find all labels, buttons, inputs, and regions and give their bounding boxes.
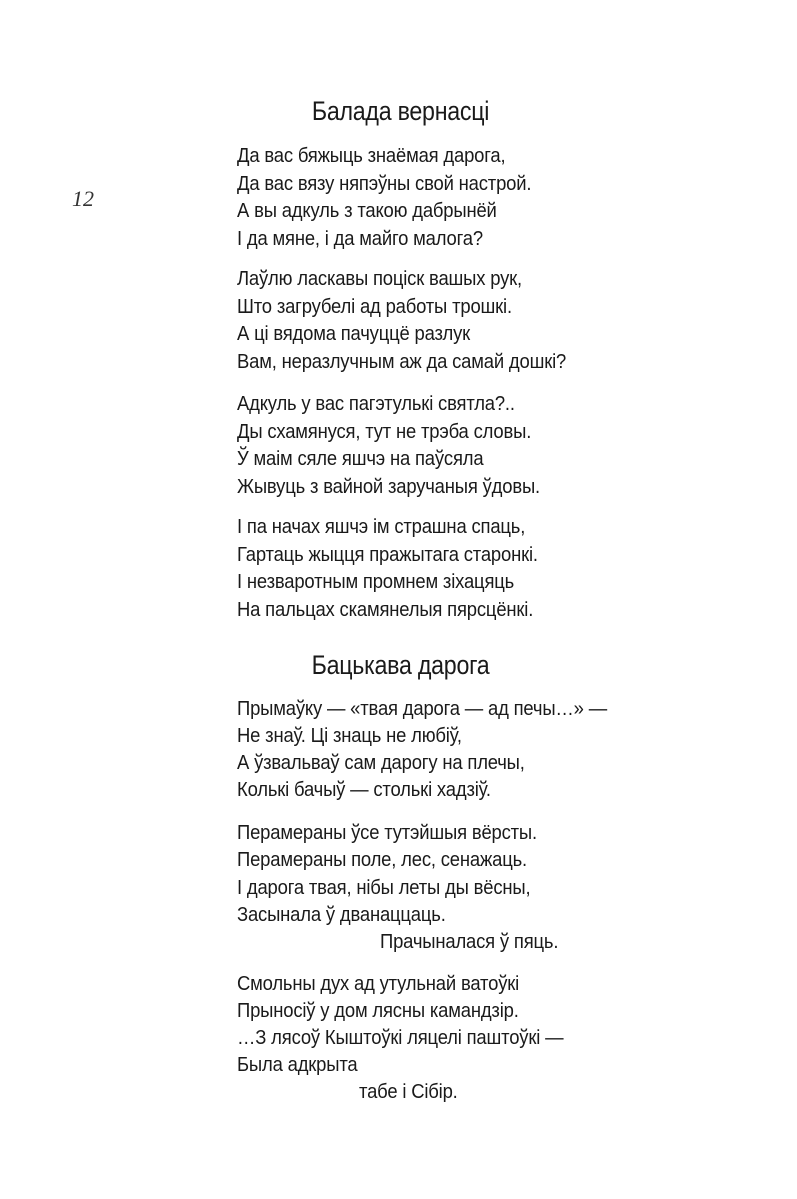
poem-line: Прачыналася ў пяць. bbox=[380, 930, 559, 953]
poem-line: Смольны дух ад утульнай ватоўкі bbox=[237, 972, 520, 995]
poem-title-balada: Балада вернасці bbox=[311, 96, 490, 126]
poem-line: …З лясоў Кыштоўкі ляцелі паштоўкі — bbox=[237, 1026, 564, 1049]
poem-line: Прыносіў у дом лясны камандзір. bbox=[237, 999, 519, 1022]
poem-line: Вам, неразлучным аж да самай дошкі? bbox=[237, 350, 567, 373]
poem-line: Да вас вязу няпэўны свой настрой. bbox=[237, 172, 532, 195]
poem-line: Што загрубелі ад работы трошкі. bbox=[237, 295, 512, 318]
poem-line: Жывуць з вайной заручаныя ўдовы. bbox=[237, 475, 540, 498]
poem-line: Ў маім сяле яшчэ на паўсяла bbox=[237, 447, 484, 470]
poem-line: Засынала ў дванаццаць. bbox=[237, 903, 446, 926]
poem-line: Перамераны поле, лес, сенажаць. bbox=[237, 848, 527, 871]
poem-line: І па начах яшчэ ім страшна спаць, bbox=[237, 515, 526, 538]
poem-line: Ды схамянуся, тут не трэба словы. bbox=[237, 420, 532, 443]
poem-line: Да вас бяжыць знаёмая дарога, bbox=[237, 144, 506, 167]
poem-line: Не знаў. Ці знаць не любіў, bbox=[237, 724, 462, 747]
poem-line: І незваротным промнем зіхацяць bbox=[237, 570, 515, 593]
page-number: 12 bbox=[72, 186, 94, 211]
poem-line: табе і Сібір. bbox=[359, 1080, 458, 1103]
poem-line: Была адкрыта bbox=[237, 1053, 358, 1076]
poem-title-batskava: Бацькава дарога bbox=[311, 650, 490, 680]
poem-line: І да мяне, і да майго малога? bbox=[237, 227, 483, 250]
poem-line: А вы адкуль з такою дабрынёй bbox=[237, 199, 497, 222]
poem-line: На пальцах скамянелыя пярсцёнкі. bbox=[237, 598, 534, 621]
poem-line: Колькі бачыў — столькі хадзіў. bbox=[237, 778, 491, 801]
poem-line: Гартаць жыцця пражытага старонкі. bbox=[237, 543, 538, 566]
poem-line: Адкуль у вас пагэтулькі святла?.. bbox=[237, 392, 515, 415]
poem-line: А ці вядома пачуццё разлук bbox=[237, 322, 471, 345]
poem-line: І дарога твая, нібы леты ды вёсны, bbox=[237, 876, 531, 899]
poem-line: Прымаўку — «твая дарога — ад печы…» — bbox=[237, 697, 607, 720]
poem-line: Перамераны ўсе тутэйшыя вёрсты. bbox=[237, 821, 537, 844]
poem-line: Лаўлю ласкавы поціск вашых рук, bbox=[237, 267, 523, 290]
poem-line: А ўзвальваў сам дарогу на плечы, bbox=[237, 751, 525, 774]
